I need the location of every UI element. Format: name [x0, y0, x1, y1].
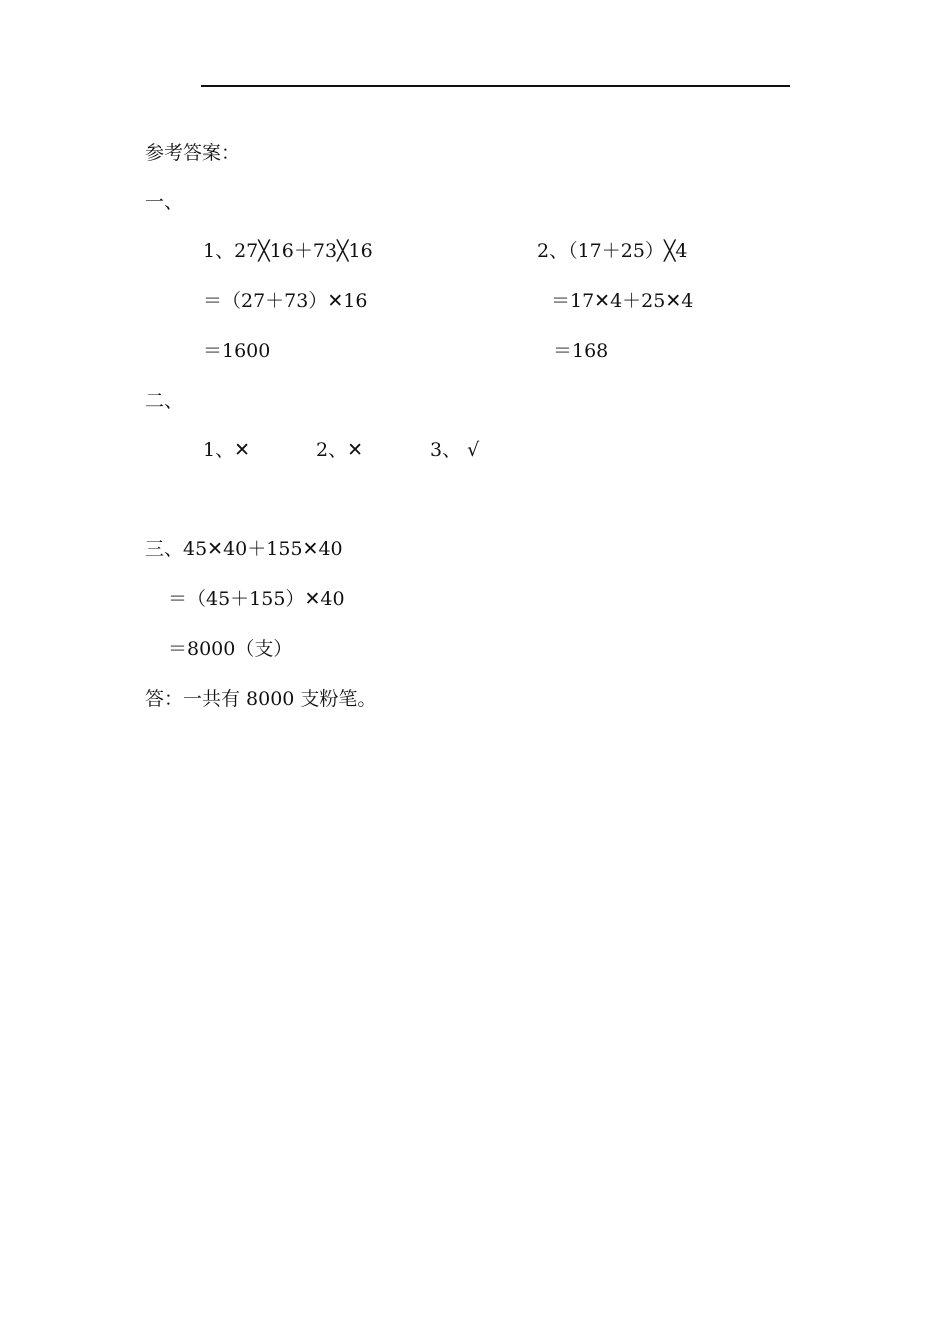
q1-expression: 1、27╳16＋73╳16 — [203, 240, 373, 262]
section-1-label: 一、 — [145, 191, 184, 213]
section-2-label: 二、 — [145, 390, 184, 412]
section-3-answer: 答：一共有 8000 支粉笔。 — [145, 688, 377, 710]
section-3-expression: 三、45✕40＋155✕40 — [145, 538, 343, 560]
header-rule — [201, 85, 790, 87]
section-3-step: ＝（45＋155）✕40 — [168, 588, 345, 610]
q1-step: ＝（27＋73）✕16 — [203, 290, 368, 312]
judgment-answer-1: 1、✕ — [203, 439, 251, 461]
q1-result: ＝1600 — [203, 340, 271, 362]
judgment-answer-2: 2、✕ — [316, 439, 364, 461]
q2-result: ＝168 — [553, 340, 609, 362]
q2-expression: 2、（17＋25）╳4 — [537, 240, 688, 262]
q2-step: ＝17✕4＋25✕4 — [551, 290, 694, 312]
judgment-answer-3: 3、 √ — [430, 439, 480, 461]
section-3-result: ＝8000（支） — [168, 638, 293, 660]
answer-key-title: 参考答案： — [145, 142, 241, 164]
